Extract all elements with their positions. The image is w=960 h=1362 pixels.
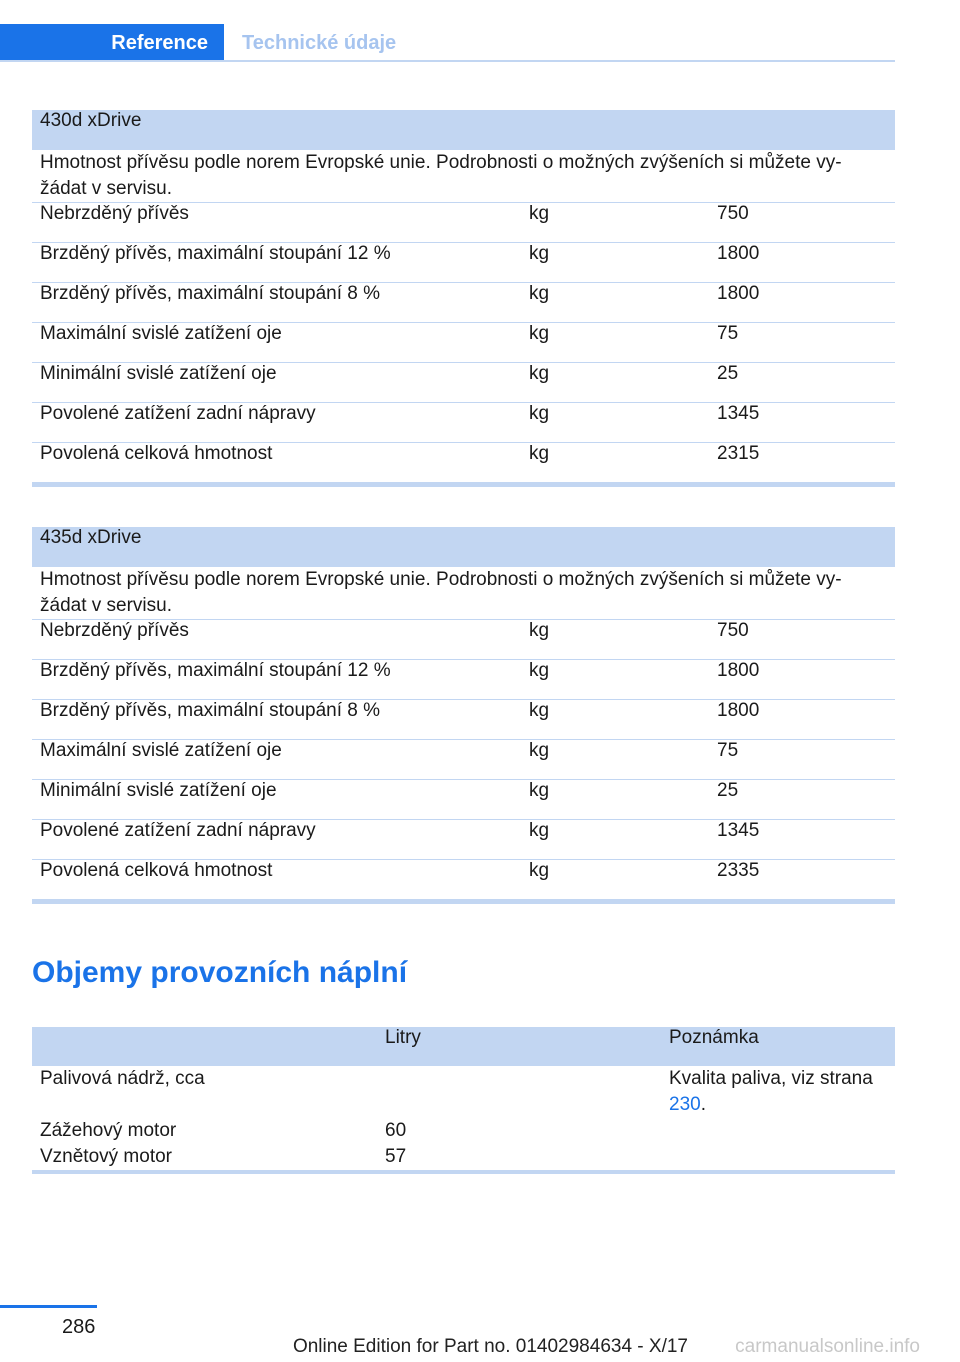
row-value: 750	[709, 620, 895, 660]
table-end-rule	[32, 1170, 895, 1174]
fluids-table	[32, 1027, 895, 1174]
row-label: Maximální svislé zatížení oje	[32, 323, 521, 363]
row-label: Brzděný přívěs, maximální stoupání 12 %	[32, 660, 521, 700]
row-unit: kg	[521, 323, 709, 363]
table-row	[32, 660, 895, 700]
row-value: 25	[709, 780, 895, 820]
row-label: Povolená celková hmotnost	[32, 443, 521, 483]
row-unit: kg	[521, 820, 709, 860]
row-label: Minimální svislé zatížení oje	[32, 780, 521, 820]
header-empty	[32, 1027, 377, 1066]
row-label: Palivová nádrž, cca	[40, 1068, 205, 1089]
row-note	[661, 1144, 895, 1170]
row-label: Brzděný přívěs, maximální stoupání 8 %	[32, 283, 521, 323]
row-unit: kg	[521, 740, 709, 780]
header-divider	[0, 60, 895, 62]
row-unit: kg	[521, 443, 709, 483]
table-title: 430d xDrive	[32, 110, 895, 150]
row-value: 1800	[709, 283, 895, 323]
row-unit: kg	[521, 780, 709, 820]
table-row	[32, 203, 895, 243]
table-row	[32, 1066, 895, 1118]
row-value: 1345	[709, 820, 895, 860]
row-value: 75	[709, 323, 895, 363]
table-row	[32, 443, 895, 483]
table-row	[32, 820, 895, 860]
table-note: Hmotnost přívěsu podle norem Evropské unie. Podrobnosti o možných zvýšeních si můžete vy-žádat v servisu.	[32, 567, 895, 620]
table-title: 435d xDrive	[32, 527, 895, 567]
row-value: 57	[385, 1146, 407, 1167]
row-value: 750	[709, 203, 895, 243]
table-row	[32, 860, 895, 900]
row-label: Nebrzděný přívěs	[32, 203, 521, 243]
row-label: Vznětový motor	[40, 1146, 172, 1167]
row-label: Brzděný přívěs, maximální stoupání 12 %	[32, 243, 521, 283]
spec-table-430d	[32, 110, 895, 487]
row-value: 1345	[709, 403, 895, 443]
header-bar	[0, 0, 895, 62]
row-label: Maximální svislé zatížení oje	[32, 740, 521, 780]
row-unit: kg	[521, 363, 709, 403]
edition-footer: Online Edition for Part no. 01402984634 - X/17	[292, 1336, 688, 1357]
table-row	[32, 700, 895, 740]
row-value: 75	[709, 740, 895, 780]
row-unit: kg	[521, 860, 709, 900]
page-link[interactable]: 230	[669, 1094, 701, 1115]
row-label: Povolená celková hmotnost	[32, 860, 521, 900]
note-suffix: .	[700, 1094, 706, 1115]
row-note	[661, 1118, 895, 1144]
table-end-rule	[32, 483, 895, 488]
table-row	[32, 740, 895, 780]
table-note: Hmotnost přívěsu podle norem Evropské unie. Podrobnosti o možných zvýšeních si můžete vy-žádat v servisu.	[32, 150, 895, 203]
row-value: 25	[709, 363, 895, 403]
row-unit: kg	[521, 283, 709, 323]
table-row	[32, 403, 895, 443]
row-value: 1800	[709, 660, 895, 700]
row-value: 1800	[709, 243, 895, 283]
section-title: Objemy provozních náplní	[32, 956, 408, 989]
table-row	[32, 283, 895, 323]
table-row	[32, 363, 895, 403]
watermark: carmanualsonline.info	[735, 1336, 920, 1357]
row-label: Povolené zatížení zadní nápravy	[32, 403, 521, 443]
header-litry: Litry	[377, 1027, 661, 1066]
row-value: 2335	[709, 860, 895, 900]
tab-technical-data[interactable]: Technické údaje	[242, 31, 397, 54]
row-value: 1800	[709, 700, 895, 740]
row-value: 2315	[709, 443, 895, 483]
page-number: 286	[62, 1316, 96, 1338]
page-number-rule	[0, 1305, 97, 1308]
row-label: Nebrzděný přívěs	[32, 620, 521, 660]
table-row	[32, 243, 895, 283]
header-poznamka: Poznámka	[661, 1027, 895, 1066]
row-note	[661, 1066, 895, 1118]
row-unit: kg	[521, 203, 709, 243]
spec-table-435d	[32, 527, 895, 904]
row-value: 60	[385, 1120, 407, 1141]
table-row	[32, 1144, 895, 1170]
row-unit: kg	[521, 660, 709, 700]
note-text: Kvalita paliva, viz strana	[669, 1068, 873, 1089]
row-label: Brzděný přívěs, maximální stoupání 8 %	[32, 700, 521, 740]
row-unit: kg	[521, 620, 709, 660]
row-value	[377, 1066, 661, 1118]
row-label: Minimální svislé zatížení oje	[32, 363, 521, 403]
row-label: Povolené zatížení zadní nápravy	[32, 820, 521, 860]
table-row	[32, 323, 895, 363]
row-unit: kg	[521, 243, 709, 283]
table-row	[32, 1118, 895, 1144]
row-label: Zážehový motor	[40, 1120, 177, 1141]
table-end-rule	[32, 900, 895, 905]
table-row	[32, 780, 895, 820]
row-unit: kg	[521, 403, 709, 443]
table-row	[32, 620, 895, 660]
row-unit: kg	[521, 700, 709, 740]
tab-reference[interactable]: Reference	[0, 24, 224, 62]
